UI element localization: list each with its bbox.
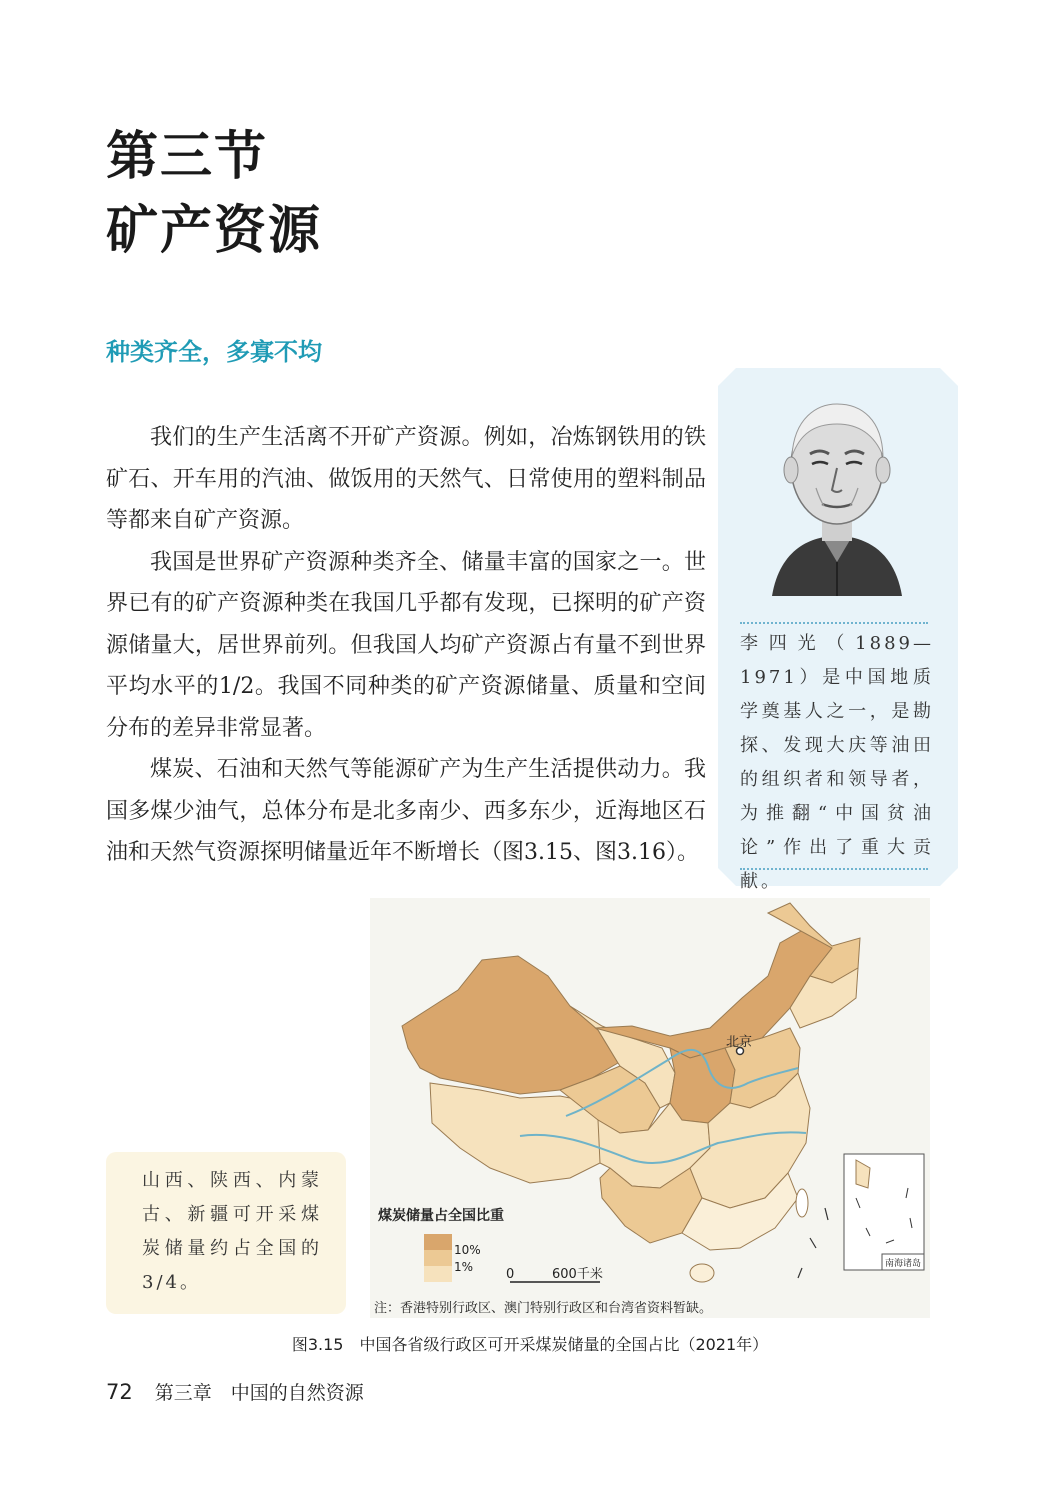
- legend-swatch-mid: [424, 1250, 452, 1266]
- page-number: 72: [106, 1380, 133, 1404]
- legend-label-low: 1%: [454, 1260, 474, 1274]
- note-text: 山西、陕西、内蒙古、新疆可开采煤炭储量约占全国的3/4。: [142, 1170, 322, 1293]
- chapter-name: 第三章 中国的自然资源: [154, 1382, 364, 1404]
- paragraph: 我国是世界矿产资源种类齐全、储量丰富的国家之一。世界已有的矿产资源种类在我国几乎都有发现，已探明的矿产资源储量大，居世界前列。但我国人均矿产资源占有量不到世界平均水平的1/2。我国不同种类的矿产资源储量、质量和空间分布的差异非常显著。: [106, 549, 706, 741]
- chapter-title: [106, 120, 322, 268]
- paragraph: 我们的生产生活离不开矿产资源。例如，冶炼钢铁用的铁矿石、开车用的汽油、做饭用的天然气、日常使用的塑料制品等都来自矿产资源。: [106, 425, 706, 533]
- inset-label: 南海诸岛: [885, 1259, 922, 1269]
- scale-zero: 0: [506, 1267, 515, 1282]
- legend-title: 煤炭储量占全国比重: [378, 1208, 504, 1224]
- portrait-illustration: [762, 378, 912, 598]
- legend-label-high: 10%: [454, 1243, 481, 1257]
- page-footer: [106, 1378, 364, 1405]
- map-note: 注：香港特别行政区、澳门特别行政区和台湾省资料暂缺。: [374, 1301, 713, 1316]
- subsection-heading: 种类齐全，多寡不均: [106, 338, 322, 366]
- section-title: 矿产资源: [106, 201, 323, 261]
- card-divider: [740, 868, 928, 870]
- paragraph: 煤炭、石油和天然气等能源矿产为生产生活提供动力。我国多煤少油气，总体分布是北多南少、西多东少，近海地区石油和天然气资源探明储量近年不断增长（图3.15、图3.16）。: [106, 757, 706, 865]
- region-hainan: [690, 1264, 714, 1282]
- scale-label: 600千米: [552, 1267, 603, 1282]
- card-divider: [740, 622, 928, 624]
- legend-swatch-low: [424, 1266, 452, 1282]
- region-xinjiang: [402, 956, 618, 1094]
- section-number: 第三节: [106, 127, 269, 187]
- beijing-label: 北京: [726, 1035, 753, 1050]
- legend-swatch-high: [424, 1234, 452, 1250]
- body-text: [106, 417, 706, 874]
- region-taiwan: [796, 1189, 808, 1217]
- coal-reserve-map: [370, 898, 930, 1318]
- figure-caption: 图3.15 中国各省级行政区可开采煤炭储量的全国占比（2021年）: [291, 1335, 769, 1354]
- portrait-caption: 李四光（1889—1971）是中国地质学奠基人之一，是勘探、发现大庆等油田的组织者和领导者，为推翻“中国贫油论”作出了重大贡献。: [740, 633, 934, 892]
- china-map: [370, 898, 930, 1318]
